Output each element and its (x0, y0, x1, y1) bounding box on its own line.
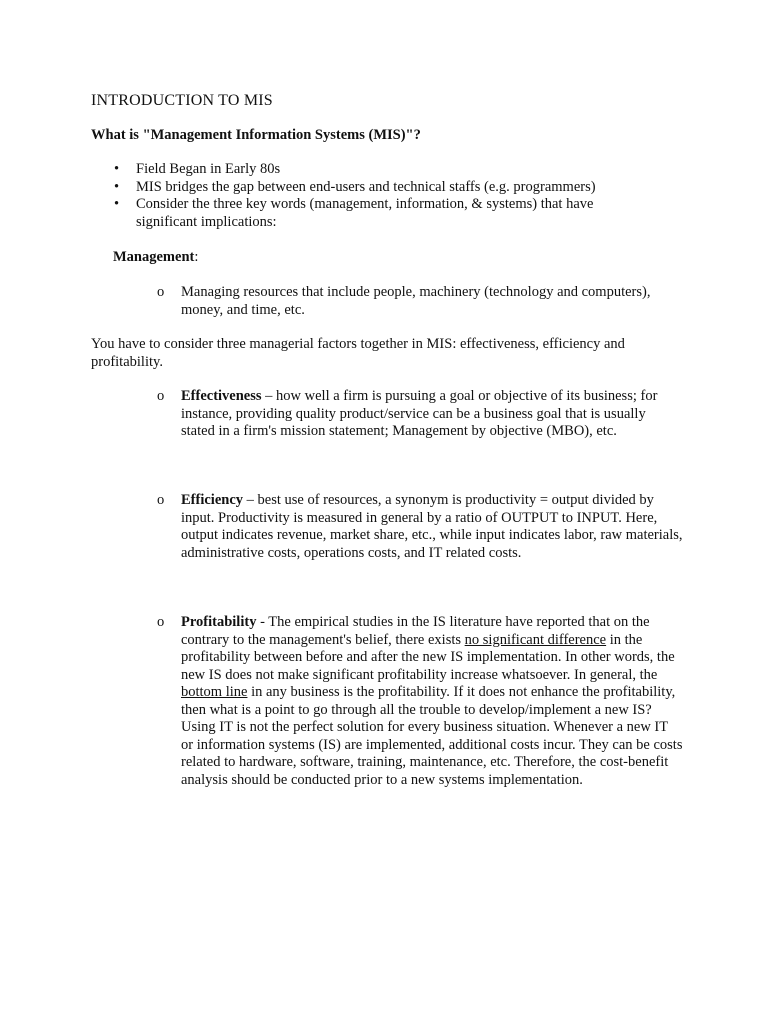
bullet-list (110, 161, 650, 231)
bullet-text: Field Began in Early 80s (136, 161, 281, 177)
effectiveness-definition: – how well a firm is pursuing a goal or objective of its business; for instance, providing quality product/service can be a business goal that is usually stated in a firm's mission statement; Management by objective (MBO), etc. (181, 388, 658, 439)
profitability-text (181, 614, 683, 789)
bullet-icon: • (114, 196, 120, 212)
no-significant-difference-underline: no significant difference (464, 631, 607, 648)
bullet-icon: • (114, 161, 120, 177)
circle-bullet-icon: o (157, 284, 165, 300)
circle-bullet-icon: o (157, 492, 165, 508)
list-item (110, 179, 650, 197)
efficiency-definition: – best use of resources, a synonym is productivity = output divided by input. Productivity is measured in general by a ratio of OUTPUT to INPUT. Here, output indicates revenue, market share, etc., while input indicates labor, raw materials, administrative costs, operations costs, and IT related costs. (181, 492, 683, 561)
profitability-text-part-3: in any business is the profitability. If it does not enhance the profitability, then what is a point to go through all the trouble to develop/implement a new IS? Using IT is not the perfect solution for every business situation. Whenever a new IT or information systems (IS) are implemented, additional costs incur. They can be costs related to hardware, software, training, maintenance, etc. Therefore, the cost-benefit analysis should be conducted prior to a new systems implementation. (181, 684, 683, 788)
bottom-line-underline: bottom line (181, 684, 248, 700)
profitability-text-part-1: - The empirical studies in the IS literature have reported that on the contrary to the management's belief, there exists (181, 614, 650, 648)
list-item (110, 196, 650, 231)
circle-bullet-icon: o (157, 388, 165, 404)
section-question: What is "Management Information Systems (MIS)"? (91, 127, 421, 143)
effectiveness-text (181, 388, 681, 441)
management-heading (113, 249, 198, 267)
list-item (110, 161, 650, 179)
effectiveness-term: Effectiveness (181, 388, 262, 404)
management-heading-colon: : (194, 249, 199, 265)
profitability-term: Profitability (181, 614, 257, 630)
bullet-text: MIS bridges the gap between end-users and technical staffs (e.g. programmers) (136, 178, 596, 195)
management-point-text: Managing resources that include people, machinery (technology and computers), money, and time, etc. (181, 284, 651, 318)
management-heading-label: Management (113, 249, 195, 265)
bullet-icon: • (114, 178, 120, 195)
circle-bullet-icon: o (157, 614, 165, 630)
bullet-text: Consider the three key words (management, information, & systems) that have significant implications: (136, 196, 594, 230)
document-title: INTRODUCTION TO MIS (91, 92, 273, 109)
efficiency-term: Efficiency (181, 492, 244, 508)
profitability-text-part-2: in the profitability between before and after the new IS implementation. In other words, the new IS does not make significant profitability increase whatsoever. In general, the (181, 631, 675, 683)
factors-paragraph: You have to consider three managerial factors together in MIS: effectiveness, efficiency and profitability. (91, 336, 625, 370)
efficiency-text (181, 492, 683, 562)
